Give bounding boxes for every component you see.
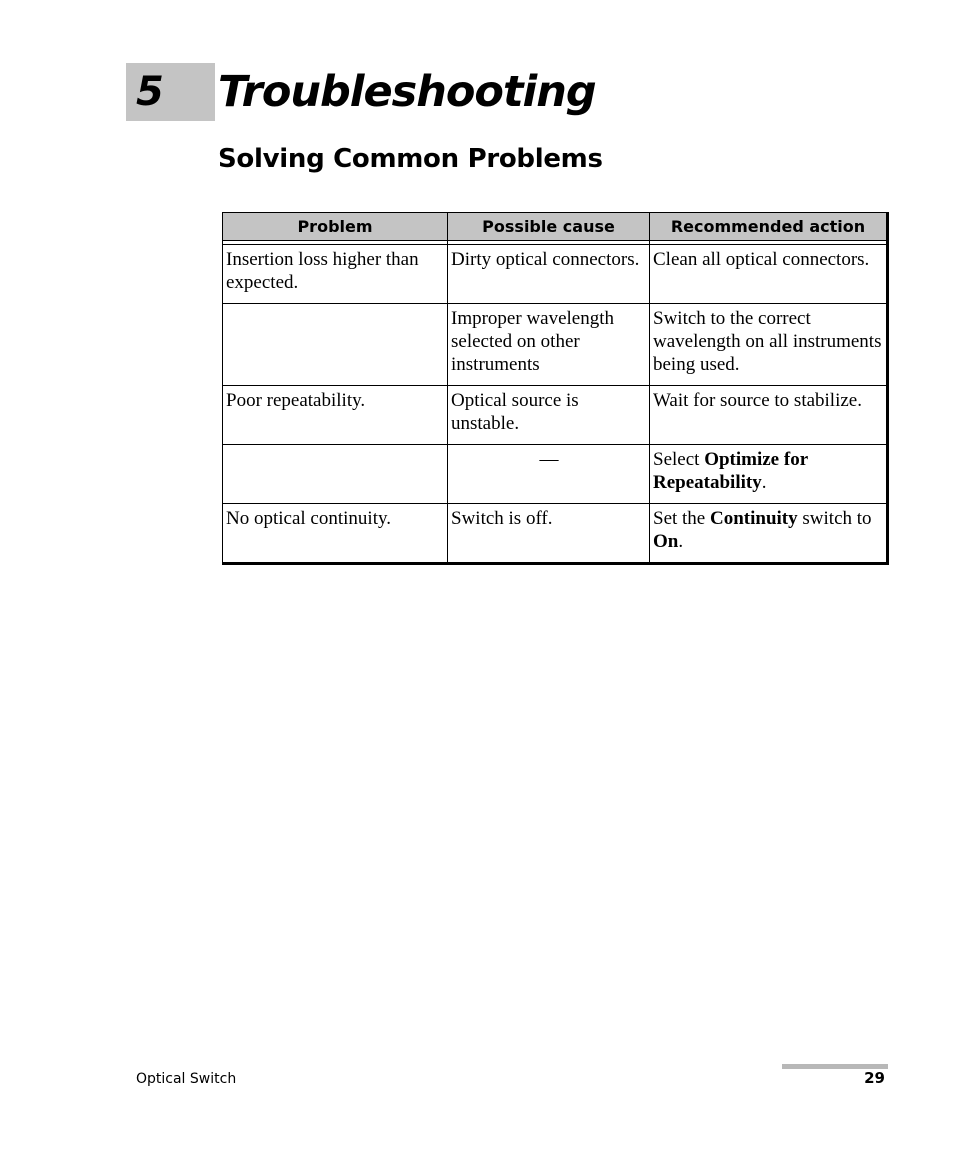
- table-row: [223, 245, 888, 304]
- problem-cell: Poor repeatability.: [223, 386, 448, 445]
- action-cell: [650, 445, 888, 504]
- chapter-number: 5: [136, 69, 164, 115]
- action-text: Set the: [653, 508, 710, 529]
- cause-cell: Switch is off.: [448, 504, 650, 564]
- problem-cell: [223, 304, 448, 386]
- problem-cell: No optical continuity.: [223, 504, 448, 564]
- section-title: Solving Common Problems: [218, 144, 603, 174]
- table-row: [223, 504, 888, 564]
- action-emphasis: Optimize for Repeatability: [653, 449, 808, 493]
- action-emphasis: Continuity: [710, 508, 798, 529]
- header-problem: Problem: [223, 213, 448, 241]
- problem-cell: Insertion loss higher than expected.: [223, 245, 448, 304]
- table-row: [223, 386, 888, 445]
- action-cell: Wait for source to stabilize.: [650, 386, 888, 445]
- action-text: Select: [653, 449, 705, 470]
- table-header-row: [223, 213, 888, 241]
- chapter-title: Troubleshooting: [218, 67, 596, 117]
- troubleshooting-table: [222, 212, 889, 565]
- action-emphasis: On: [653, 531, 679, 552]
- header-possible-cause: Possible cause: [448, 213, 650, 241]
- action-text: .: [761, 472, 767, 493]
- action-cell: Clean all optical connectors.: [650, 245, 888, 304]
- problem-cell: [223, 445, 448, 504]
- cause-cell: —: [448, 445, 650, 504]
- footer-product-name: Optical Switch: [136, 1071, 237, 1087]
- table-row: [223, 445, 888, 504]
- cause-cell: Optical source is unstable.: [448, 386, 650, 445]
- header-recommended-action: Recommended action: [650, 213, 888, 241]
- action-cell: [650, 504, 888, 564]
- cause-cell: Improper wavelength selected on other instruments: [448, 304, 650, 386]
- cause-cell: Dirty optical connectors.: [448, 245, 650, 304]
- action-text: .: [678, 531, 684, 552]
- page-number: 29: [864, 1069, 885, 1087]
- table-row: [223, 304, 888, 386]
- action-cell: Switch to the correct wavelength on all instruments being used.: [650, 304, 888, 386]
- action-text: switch to: [797, 508, 872, 529]
